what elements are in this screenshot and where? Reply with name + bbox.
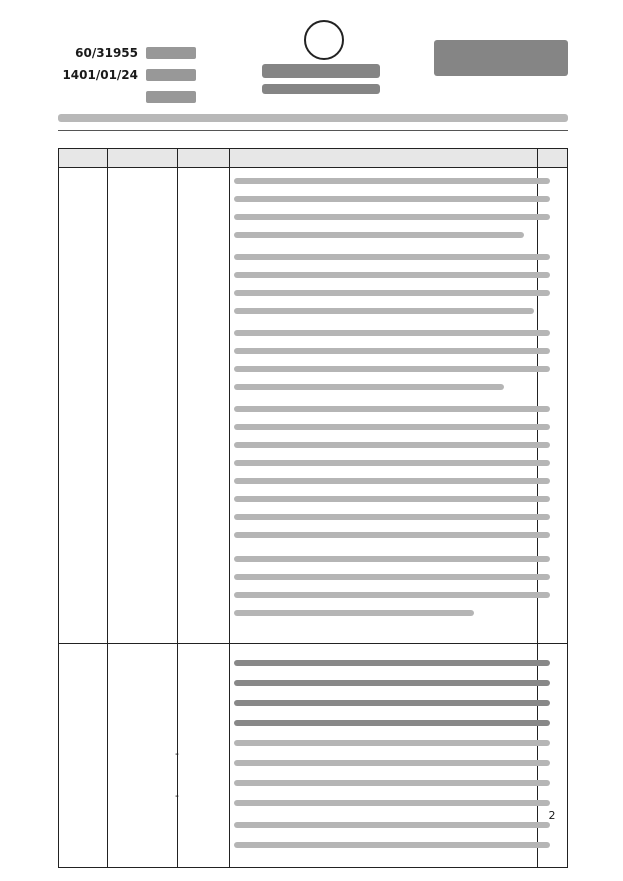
letter-attachment-label [146,91,196,103]
header-rule [58,130,568,131]
letter-meta [58,42,208,108]
row-2-co-executor: - [175,789,179,802]
letter-date-row [58,64,208,86]
letter-date-value: 1401/01/24 [62,68,138,82]
letter-number-label [146,47,196,59]
table-header [59,149,567,167]
ministry-heading [262,64,380,78]
letter-attachment-row [58,86,208,108]
state-emblem-icon [304,20,344,60]
row-number-2: 2 [548,809,556,822]
col-divider-1 [107,149,108,867]
header-divider [59,167,567,168]
letter-number-value: 60/31955 [75,46,138,60]
letter-date-label [146,69,196,81]
secretariat-calligraphy [434,40,568,76]
motto-line [58,114,568,122]
col-divider-3 [229,149,230,867]
row-1-co-executor: - [175,747,179,760]
row-divider [59,643,567,644]
ministry-subheading [262,84,380,94]
letter-number-row [58,42,208,64]
